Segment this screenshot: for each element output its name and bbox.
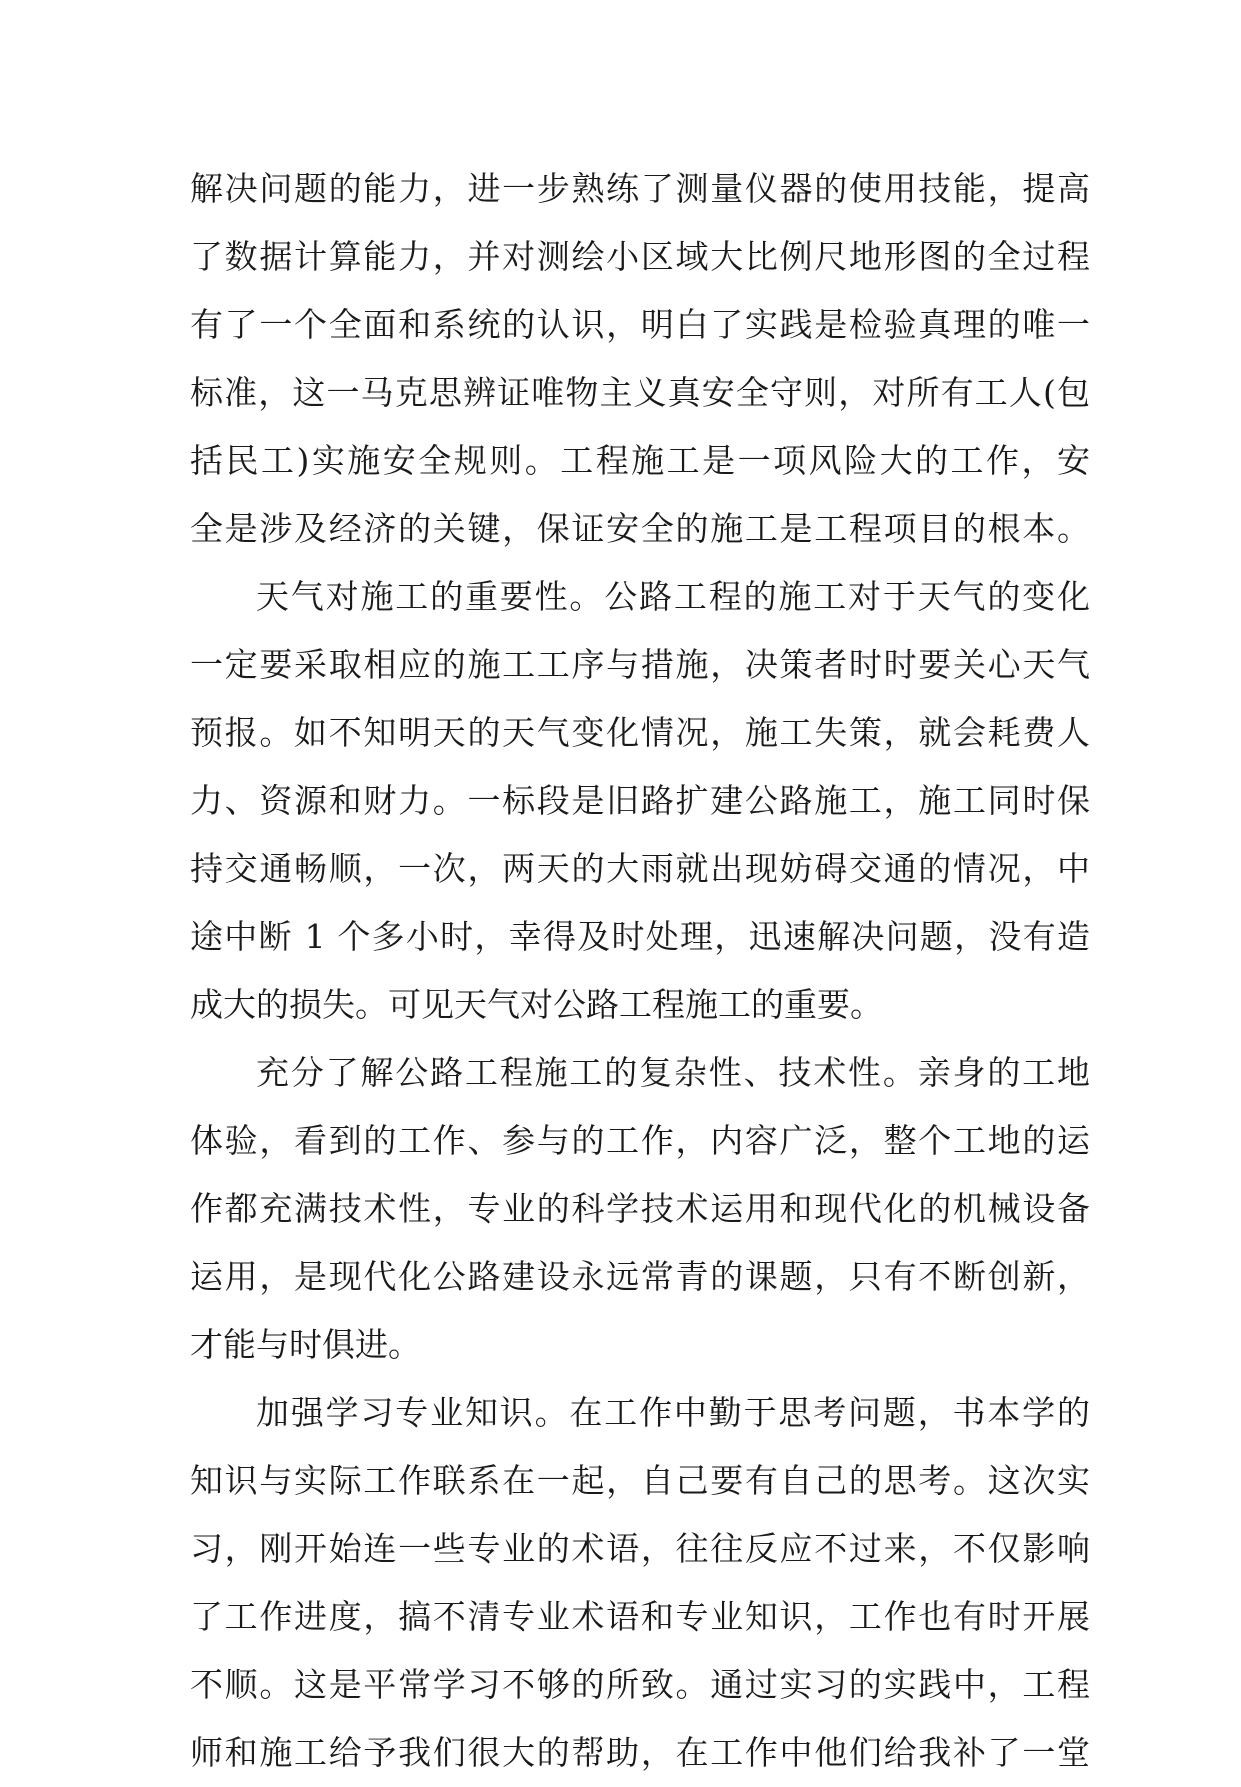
paragraph [190, 155, 1090, 563]
text-line: 体验，看到的工作、参与的工作，内容广泛，整个工地的运 [190, 1121, 1090, 1160]
text-line: 预报。如不知明天的天气变化情况，施工失策，就会耗费人 [190, 713, 1090, 752]
text-line: 知识与实际工作联系在一起，自己要有自己的思考。这次实 [190, 1461, 1090, 1500]
text-line: 才能与时俱进。 [190, 1325, 421, 1364]
paragraph [190, 1379, 1090, 1787]
text-line: 持交通畅顺，一次，两天的大雨就出现妨碍交通的情况，中 [190, 849, 1090, 888]
text-line: 作都充满技术性，专业的科学技术运用和现代化的机械设备 [190, 1189, 1090, 1228]
text-line: 标准，这一马克思辨证唯物主义真安全守则，对所有工人(包 [190, 373, 1090, 412]
text-line: 了工作进度，搞不清专业术语和专业知识，工作也有时开展 [190, 1597, 1090, 1636]
text-line: 途中断 1 个多小时，幸得及时处理，迅速解决问题，没有造 [190, 917, 1090, 956]
text-line: 习，刚开始连一些专业的术语，往往反应不过来，不仅影响 [190, 1529, 1090, 1568]
text-line: 力、资源和财力。一标段是旧路扩建公路施工，施工同时保 [190, 781, 1090, 820]
text-line: 了数据计算能力，并对测绘小区域大比例尺地形图的全过程 [190, 237, 1090, 276]
paragraph [190, 1039, 1090, 1379]
text-line: 全是涉及经济的关键，保证安全的施工是工程项目的根本。 [190, 509, 1090, 548]
paragraph [190, 563, 1090, 1039]
text-line: 一定要采取相应的施工工序与措施，决策者时时要关心天气 [190, 645, 1090, 684]
text-line: 括民工)实施安全规则。工程施工是一项风险大的工作，安 [190, 441, 1090, 480]
text-line: 运用，是现代化公路建设永远常青的课题，只有不断创新， [190, 1257, 1090, 1296]
text-line: 天气对施工的重要性。公路工程的施工对于天气的变化 [256, 577, 1090, 616]
document-body [190, 155, 1090, 1787]
text-line: 师和施工给予我们很大的帮助，在工作中他们给我补了一堂 [190, 1733, 1090, 1772]
text-line: 有了一个全面和系统的认识，明白了实践是检验真理的唯一 [190, 305, 1090, 344]
text-line: 加强学习专业知识。在工作中勤于思考问题，书本学的 [256, 1393, 1090, 1432]
text-line: 充分了解公路工程施工的复杂性、技术性。亲身的工地 [256, 1053, 1090, 1092]
text-line: 不顺。这是平常学习不够的所致。通过实习的实践中，工程 [190, 1665, 1090, 1704]
text-line: 成大的损失。可见天气对公路工程施工的重要。 [190, 985, 883, 1024]
text-line: 解决问题的能力，进一步熟练了测量仪器的使用技能，提高 [190, 169, 1090, 208]
